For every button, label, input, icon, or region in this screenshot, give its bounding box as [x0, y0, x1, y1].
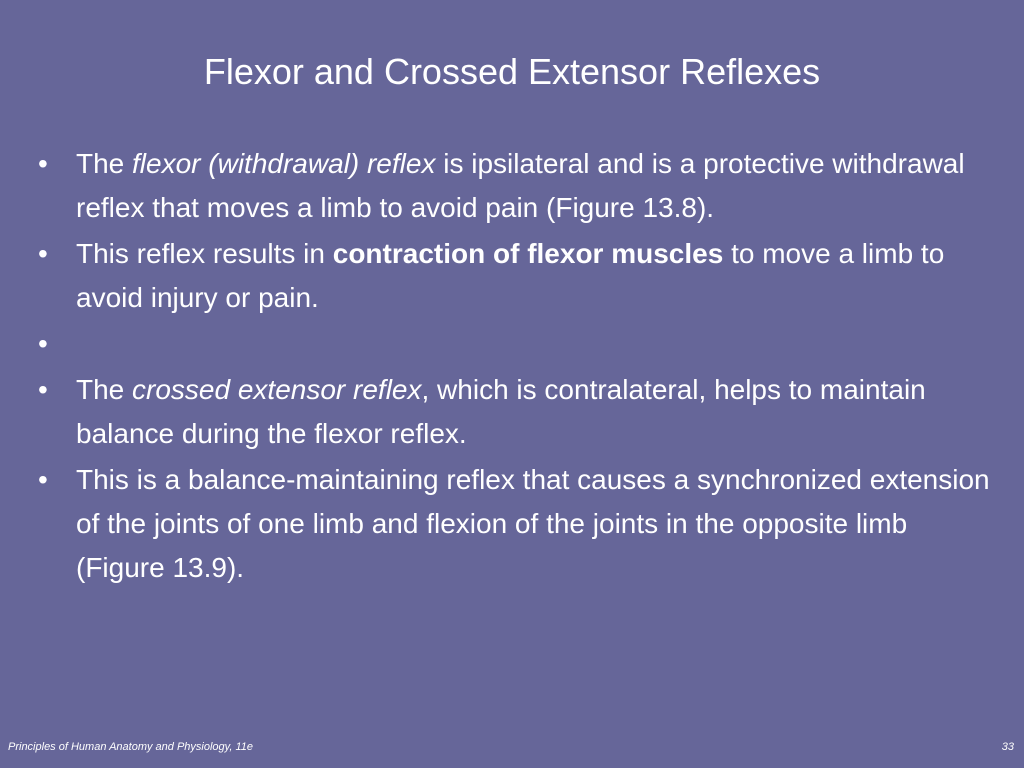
bullet-icon: •	[38, 374, 48, 405]
bullet-icon: •	[38, 328, 48, 359]
bullet-icon: •	[38, 148, 48, 179]
bullet-text-before: The	[76, 148, 133, 179]
bullet-text-before: This reflex results in	[76, 238, 333, 269]
slide-title: Flexor and Crossed Extensor Reflexes	[203, 51, 821, 92]
page-number: 33	[1001, 741, 1014, 753]
bullet-emphasis: flexor (withdrawal) reflex	[132, 148, 436, 179]
bullet-emphasis: crossed extensor reflex	[132, 374, 422, 405]
bullet-icon: •	[38, 464, 48, 495]
bullet-list	[24, 142, 999, 592]
bullet-text-after: to move a limb to avoid injury or pain.	[76, 238, 945, 313]
bullet-item	[24, 368, 999, 456]
bullet-text-after: is ipsilateral and is a protective withdrawal reflex that moves a limb to avoid pain (Figure 13.8).	[76, 148, 965, 223]
bullet-item	[24, 458, 999, 590]
bullet-item-empty	[24, 322, 999, 366]
bullet-text-after: , which is contralateral, helps to maintain balance during the flexor reflex.	[76, 374, 926, 449]
footer-source: Principles of Human Anatomy and Physiology, 11e	[8, 741, 253, 753]
bullet-item	[24, 142, 999, 230]
bullet-text: This is a balance-maintaining reflex that causes a synchronized extension of the joints of one limb and flexion of the joints in the opposite limb (Figure 13.9).	[76, 464, 990, 583]
bullet-strong: contraction of flexor muscles	[332, 238, 724, 269]
bullet-text-before: The	[76, 374, 133, 405]
bullet-item	[24, 232, 999, 320]
bullet-icon: •	[38, 238, 48, 269]
